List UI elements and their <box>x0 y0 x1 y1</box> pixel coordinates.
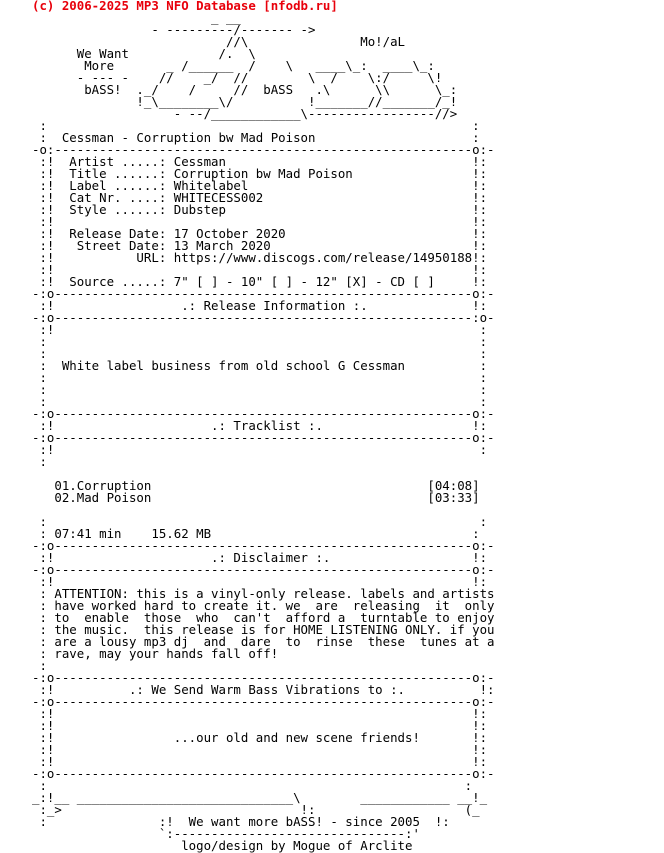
nfo-line: :! Artist .....: Cessman !: <box>32 154 488 169</box>
nfo-line: :! !: <box>32 214 488 229</box>
nfo-line: : 07:41 min 15.62 MB : <box>32 526 480 541</box>
nfo-line: logo/design by Mogue of Arclite <box>32 838 413 853</box>
nfo-line: _:!__ _____________________________\ ____________ __!_ <box>32 790 488 805</box>
nfo-line: :! Label ......: Whitelabel !: <box>32 178 488 193</box>
nfo-line: -:o--------------------------------------------------------o:- <box>32 670 495 685</box>
nfo-line: :! !: <box>32 742 488 757</box>
nfo-document <box>32 0 495 852</box>
nfo-line: -:o--------------------------------------------------------o:- <box>32 562 495 577</box>
nfo-line: : : <box>32 514 488 529</box>
nfo-line: -:o--------------------------------------------------------o:- <box>32 286 495 301</box>
nfo-line: : <box>32 658 47 673</box>
nfo-line: - --/____________\-----------------//> <box>32 106 458 121</box>
nfo-line: : : <box>32 394 488 409</box>
nfo-line: - --- - // _/ // \ / \:/ \! <box>32 70 443 85</box>
nfo-line: :! Street Date: 13 March 2020 !: <box>32 238 488 253</box>
nfo-line: -o:--------------------------------------------------------o:- <box>32 142 495 157</box>
nfo-line: : : <box>32 382 488 397</box>
nfo-line: : rave, may your hands fall off! <box>32 646 279 661</box>
nfo-body <box>32 12 495 852</box>
nfo-line: :_> !: (_ <box>32 802 480 817</box>
nfo-line: More _ /______ / \ ____\_: ____\_: <box>32 58 435 73</box>
nfo-line: -:o--------------------------------------------------------o:- <box>32 430 495 445</box>
nfo-line: :! .: Tracklist :. !: <box>32 418 488 433</box>
nfo-line: : : <box>32 334 488 349</box>
nfo-line: :! !: <box>32 262 488 277</box>
nfo-line: : : <box>32 346 488 361</box>
nfo-line: : the music. this release is for HOME LISTENING ONLY. if you <box>32 622 495 637</box>
nfo-line: _ __ <box>32 10 241 25</box>
nfo-line: :! Source .....: 7" [ ] - 10" [ ] - 12" [X] - CD [ ] !: <box>32 274 488 289</box>
nfo-line: : White label business from old school G Cessman : <box>32 358 488 373</box>
nfo-line: !_\________\/ !_______//_______/_! <box>32 94 458 109</box>
nfo-line: : to enable those who can't afford a turntable to enjoy <box>32 610 495 625</box>
nfo-line: -:o--------------------------------------------------------o:- <box>32 538 495 553</box>
nfo-line: :! : <box>32 322 488 337</box>
nfo-line: : :! We want more bASS! - since 2005 !: <box>32 814 450 829</box>
nfo-line: :! !: <box>32 706 488 721</box>
nfo-line: -:o--------------------------------------------------------o:- <box>32 406 495 421</box>
nfo-line: :! ...our old and new scene friends! !: <box>32 730 488 745</box>
nfo-line: :! : <box>32 442 488 457</box>
nfo-line: //\ Mo!/aL <box>32 34 405 49</box>
nfo-line: : are a lousy mp3 dj and dare to rinse these tunes at a <box>32 634 495 649</box>
nfo-line: -:o--------------------------------------------------------o:- <box>32 766 495 781</box>
nfo-line: :! Style ......: Dubstep !: <box>32 202 488 217</box>
nfo-line: :! Cat Nr. ....: WHITECESS002 !: <box>32 190 488 205</box>
nfo-line: : : <box>32 778 473 793</box>
nfo-line: :! !: <box>32 574 488 589</box>
nfo-line: `:-------------------------------:' <box>32 826 420 841</box>
nfo-line: :! Title ......: Corruption bw Mad Poison !: <box>32 166 488 181</box>
nfo-line: 01.Corruption [04:08] <box>32 478 480 493</box>
nfo-line: bASS! ._/ / // bASS .\ \\ \_: <box>32 82 458 97</box>
nfo-line: :! .: Release Information :. !: <box>32 298 488 313</box>
nfo-line: - ---------/------- -> <box>32 22 316 37</box>
nfo-line: : Cessman - Corruption bw Mad Poison : <box>32 130 480 145</box>
nfo-line: :! .: We Send Warm Bass Vibrations to :. !: <box>32 682 495 697</box>
nfo-line: :! !: <box>32 754 488 769</box>
nfo-line: : ATTENTION: this is a vinyl-only release. labels and artists <box>32 586 495 601</box>
nfo-line: -:o--------------------------------------------------------o:- <box>32 694 495 709</box>
nfo-line: 02.Mad Poison [03:33] <box>32 490 480 505</box>
nfo-line: We Want /. \ <box>32 46 256 61</box>
nfo-line: : <box>32 454 47 469</box>
copyright-header: (c) 2006-2025 MP3 NFO Database [nfodb.ru] <box>32 0 338 13</box>
nfo-line: :! Release Date: 17 October 2020 !: <box>32 226 488 241</box>
nfo-line: : : <box>32 370 488 385</box>
nfo-line: :! .: Disclaimer :. !: <box>32 550 488 565</box>
nfo-line: :! URL: https://www.discogs.com/release/14950188!: <box>32 250 488 265</box>
nfo-line: : : <box>32 118 480 133</box>
nfo-line: :! !: <box>32 718 488 733</box>
nfo-line: : have worked hard to create it. we are releasing it only <box>32 598 495 613</box>
nfo-line: -:o--------------------------------------------------------:o- <box>32 310 495 325</box>
